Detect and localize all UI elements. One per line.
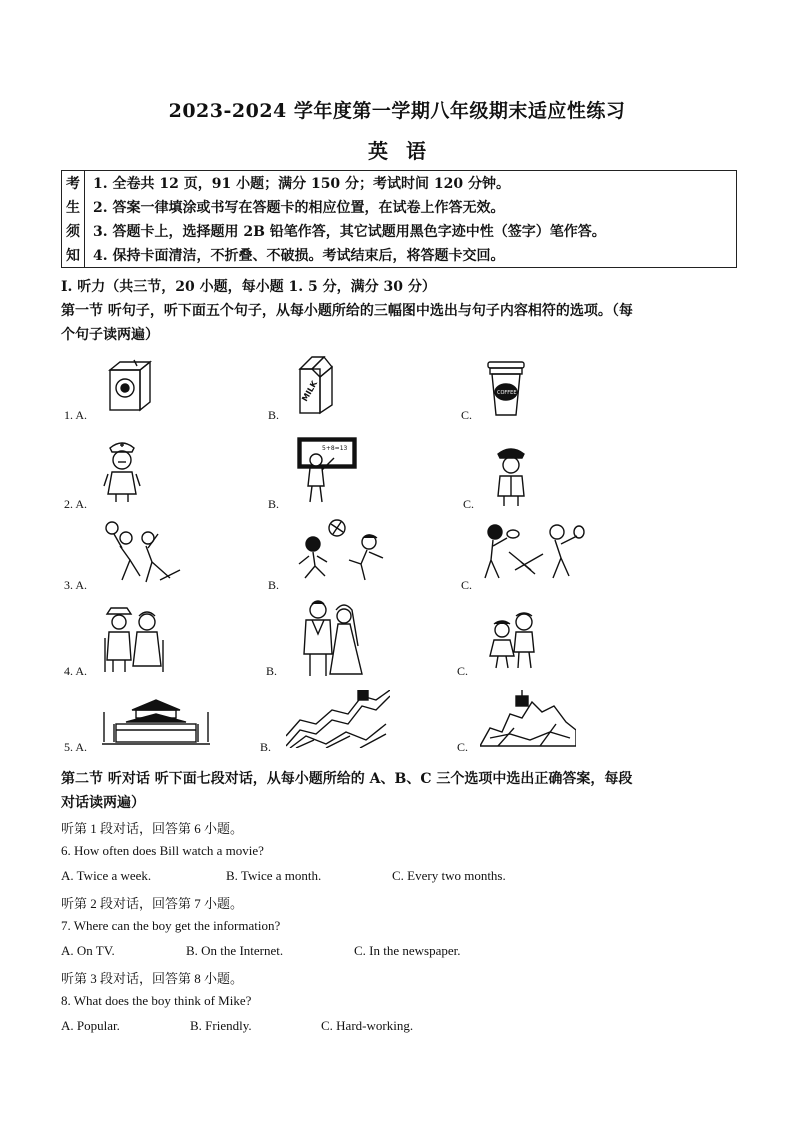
q4-label-a: 4. A. (64, 664, 88, 678)
juice-box-icon (104, 356, 154, 416)
question-6: 6. How often does Bill watch a movie? (61, 843, 264, 858)
notice-label-char: 考 (62, 171, 85, 196)
q7-option-b: B. On the Internet. (186, 943, 284, 958)
q1-label-a: 1. A. (64, 408, 88, 422)
q3-label-b: B. (268, 578, 280, 592)
subject-char: 语 (406, 139, 426, 163)
section1-instruction-cont: 个句子读两遍） (61, 327, 159, 343)
wedding-couple-icon (296, 598, 366, 678)
notice-item: 1. 全卷共 12 页，91 小题；满分 150 分；考试时间 120 分钟。 (85, 171, 737, 196)
teacher-icon (294, 436, 360, 504)
section1-instruction: 第一节 听句子，听下面五个句子，从每小题所给的三幅图中选出与句子内容相符的选项。（每 (61, 303, 633, 319)
notice-item: 2. 答案一律填涂或书写在答题卡的相应位置，在试卷上作答无效。 (85, 195, 737, 219)
coffee-label: COFFEE (497, 390, 517, 396)
q4-label-c: C. (457, 664, 469, 678)
q5-label-b: B. (260, 740, 272, 754)
dialog3-intro: 听第 3 段对话，回答第 8 小题。 (61, 971, 244, 986)
question-8: 8. What does the boy think of Mike? (61, 993, 252, 1008)
badminton-icon (483, 522, 587, 582)
elderly-couple-icon (103, 604, 165, 676)
notice-label-char: 须 (62, 219, 85, 243)
blackboard-equation: 5+8=13 (322, 445, 348, 452)
q1-label-c: C. (461, 408, 473, 422)
q2-label-b: B. (268, 497, 280, 511)
q7-option-c: C. In the newspaper. (354, 943, 461, 958)
soccer-icon (295, 516, 395, 584)
q3-label-a: 3. A. (64, 578, 88, 592)
q8-option-a: A. Popular. (61, 1018, 120, 1033)
nurse-icon (100, 438, 144, 504)
notice-label-char: 知 (62, 243, 85, 268)
question-7: 7. Where can the boy get the information? (61, 918, 281, 933)
notice-item: 4. 保持卡面清洁，不折叠、不破损。考试结束后，将答题卡交回。 (85, 243, 737, 268)
q4-label-b: B. (266, 664, 278, 678)
page-title: 2023-2024 学年度第一学期八年级期末适应性练习 (168, 100, 626, 122)
subject-char: 英 (368, 139, 388, 163)
q1-label-b: B. (268, 408, 280, 422)
milk-label: MILK (300, 379, 320, 404)
q7-option-a: A. On TV. (61, 943, 115, 958)
tiananmen-icon (102, 698, 210, 750)
q5-label-c: C. (457, 740, 469, 754)
great-wall-icon (286, 690, 390, 748)
q3-label-c: C. (461, 578, 473, 592)
coffee-cup-icon (485, 360, 527, 418)
policeman-icon (492, 444, 530, 508)
q8-option-c: C. Hard-working. (321, 1018, 414, 1033)
dialog2-intro: 听第 2 段对话，回答第 7 小题。 (61, 896, 244, 911)
notice-item: 3. 答题卡上，选择题用 2B 铅笔作答，其它试题用黑色字迹中性（签字）笔作答。 (85, 219, 737, 243)
q8-option-b: B. Friendly. (190, 1018, 252, 1033)
volleyball-icon (100, 520, 184, 588)
q2-label-c: C. (463, 497, 475, 511)
children-icon (486, 610, 544, 672)
notice-table (61, 170, 737, 268)
q6-option-c: C. Every two months. (392, 868, 506, 883)
section2-instruction-cont: 对话读两遍） (61, 795, 145, 811)
milk-carton-icon (294, 355, 338, 417)
notice-label-char: 生 (62, 195, 85, 219)
subject-title (0, 135, 794, 164)
mountain-temple-icon (480, 688, 576, 748)
q6-option-b: B. Twice a month. (226, 868, 322, 883)
section2-instruction: 第二节 听对话 听下面七段对话，从每小题所给的 A、B、C 三个选项中选出正确答案，每段 (61, 771, 633, 787)
q5-label-a: 5. A. (64, 740, 88, 754)
q6-option-a: A. Twice a week. (61, 868, 152, 883)
dialog1-intro: 听第 1 段对话，回答第 6 小题。 (61, 821, 244, 836)
q2-label-a: 2. A. (64, 497, 88, 511)
part1-heading: I. 听力（共三节，20 小题，每小题 1. 5 分，满分 30 分） (61, 279, 436, 295)
